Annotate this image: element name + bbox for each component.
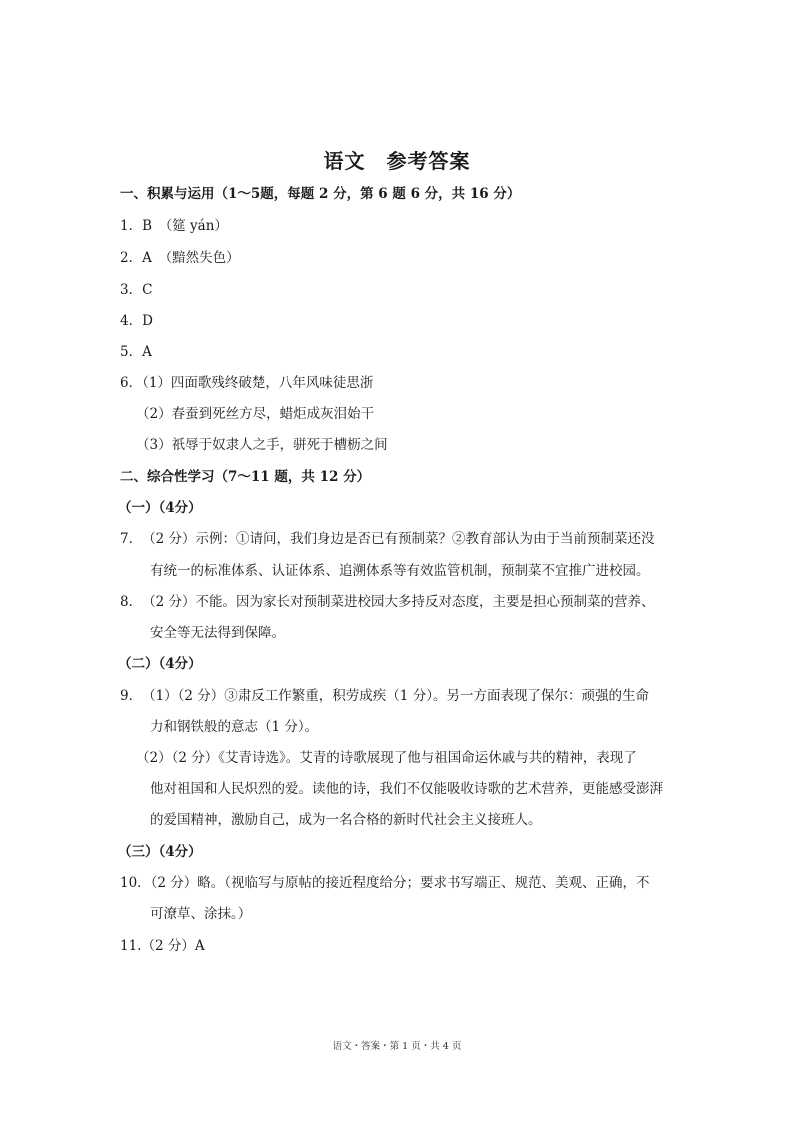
answer-q10-line1: 10．（2 分）略。（视临写与原帖的接近程度给分；要求书写端正、规范、美观、正确，不 [120, 875, 650, 891]
answer-q6-part3: （3）祇辱于奴隶人之手，骈死于槽枥之间 [136, 437, 388, 453]
answer-q9-1-line2: 力和钢铁般的意志（1 分）。 [150, 719, 319, 735]
page-title: 语文 参考答案 [323, 149, 471, 173]
answer-q11: 11.（2 分）A [120, 938, 205, 954]
part-one-heading: （一）（4分） [118, 500, 202, 516]
answer-q9-1-line1: 9． （1）（2 分）③肃反工作繁重，积劳成疾（1 分）。另一方面表现了保尔：顽强的生命 [120, 688, 649, 704]
answer-q4: 4．D [120, 313, 153, 329]
part-three-heading: （三）（4分） [118, 844, 202, 860]
answer-q6-part2: （2）春蚕到死丝方尽，蜡炬成灰泪始干 [136, 406, 375, 422]
answer-q6-part1: 6．（1）四面歌残终破楚，八年风味徒思浙 [120, 375, 374, 391]
answer-q10-line2: 可潦草、涂抹。） [150, 906, 252, 922]
answer-q8-line1: 8． （2 分）不能。因为家长对预制菜进校园大多持反对态度，主要是担心预制菜的营养、 [120, 594, 655, 610]
answer-q1: 1．B （筵 yán） [120, 218, 228, 234]
answer-q7-line1: 7． （2 分）示例：①请问，我们身边是否已有预制菜？②教育部认为由于当前预制菜还没 [120, 531, 655, 547]
answer-q7-line2: 有统一的标准体系、认证体系、追溯体系等有效监管机制，预制菜不宜推广进校园。 [150, 563, 650, 579]
answer-q8-line2: 安全等无法得到保障。 [150, 625, 285, 641]
section-one-heading: 一、积累与运用（1～5题，每题 2 分，第 6 题 6 分，共 16 分） [120, 186, 521, 202]
answer-q5: 5．A [120, 344, 152, 360]
page-footer: 语文・答案・第 1 页・共 4 页 [332, 1041, 462, 1052]
section-two-heading: 二、综合性学习（7～11 题，共 12 分） [120, 469, 371, 485]
answer-q9-2-line1: （2）（2 分）《艾青诗选》。艾青的诗歌展现了他与祖国命运休戚与共的精神，表现了 [136, 750, 637, 766]
answer-q3: 3．C [120, 282, 153, 298]
answer-q2: 2．A （黯然失色） [120, 250, 240, 266]
part-two-heading: （二）（4分） [118, 656, 202, 672]
answer-q9-2-line3: 的爱国精神，激励自己，成为一名合格的新时代社会主义接班人。 [150, 812, 542, 828]
answer-q9-2-line2: 他对祖国和人民炽烈的爱。读他的诗，我们不仅能吸收诗歌的艺术营养，更能感受澎湃 [150, 781, 663, 797]
